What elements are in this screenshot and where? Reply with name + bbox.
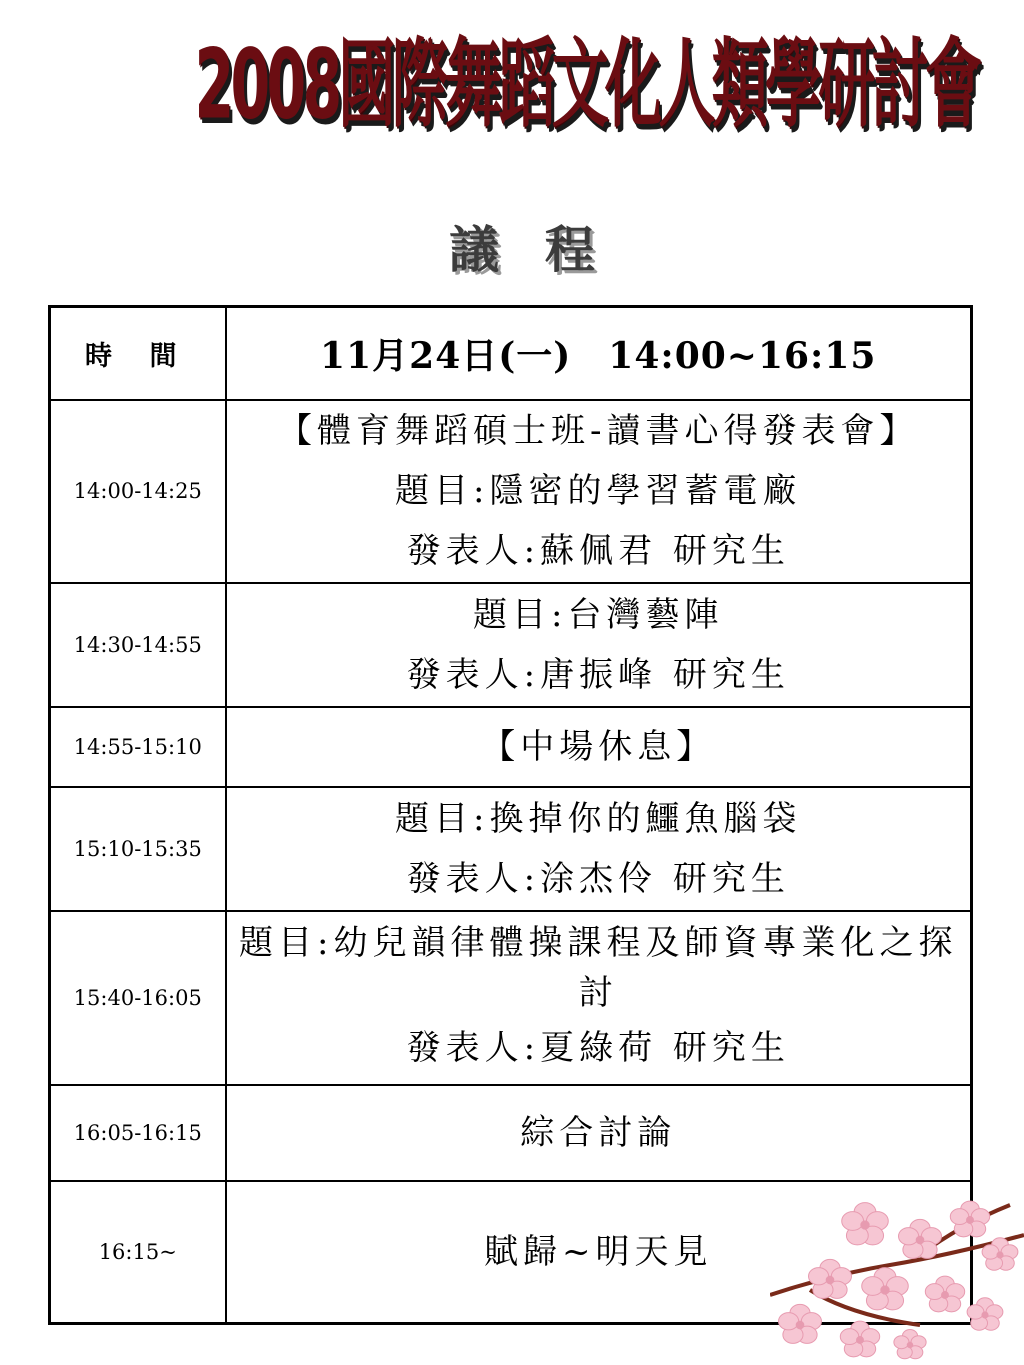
blossom-flower [842, 1203, 889, 1245]
session-line: 【中場休息】 [481, 726, 716, 767]
table-row [50, 707, 972, 787]
session-line: 發表人:夏綠荷 研究生 [406, 1027, 790, 1068]
session-time: 14:30-14:55 [50, 583, 226, 707]
table-header-row [50, 307, 972, 400]
date-column-header: 11月24日(一) 14:00~16:15 [226, 307, 972, 400]
blossom-flowers [779, 1201, 1018, 1359]
blossom-flower [967, 1298, 1003, 1330]
session-content [226, 787, 972, 911]
cherry-blossom-icon [770, 1195, 1024, 1365]
session-time: 15:40-16:05 [50, 911, 226, 1085]
blossom-flower [899, 1219, 942, 1258]
session-line: 題目:台灣藝陣 [473, 594, 724, 635]
table-row [50, 911, 972, 1085]
blossom-flower [925, 1276, 964, 1312]
session-line: 賦歸~明天見 [484, 1231, 713, 1272]
session-line: 發表人:唐振峰 研究生 [406, 654, 790, 695]
session-time: 16:15~ [50, 1181, 226, 1324]
session-content [226, 583, 972, 707]
session-line: 【體育舞蹈碩士班-讀書心得發表會】 [278, 411, 919, 451]
table-row [50, 583, 972, 707]
time-column-header: 時 間 [50, 307, 226, 400]
session-line: 發表人:涂杰伶 研究生 [406, 858, 790, 899]
blossom-flower [809, 1259, 852, 1298]
session-content [226, 400, 972, 583]
session-time: 14:55-15:10 [50, 707, 226, 787]
blossom-flower [840, 1321, 879, 1357]
blossom-flower [950, 1201, 989, 1237]
table-row [50, 400, 972, 583]
session-content [226, 707, 972, 787]
session-time: 15:10-15:35 [50, 787, 226, 911]
table-row [50, 1085, 972, 1181]
agenda-table [48, 305, 973, 1325]
blossom-flower [779, 1304, 822, 1343]
blossom-flower [894, 1330, 926, 1359]
blossom-flower [862, 1268, 909, 1310]
agenda-subtitle: 議 程 [449, 221, 609, 279]
session-content [226, 911, 972, 1085]
session-content [226, 1085, 972, 1181]
session-line: 題目:換掉你的鱷魚腦袋 [395, 798, 802, 839]
session-time: 14:00-14:25 [50, 400, 226, 583]
session-line: 發表人:蘇佩君 研究生 [406, 531, 790, 571]
session-time: 16:05-16:15 [50, 1085, 226, 1181]
session-line: 綜合討論 [520, 1112, 677, 1153]
page-title: 2008國際舞蹈文化人類學研討會 [194, 28, 979, 141]
table-row [50, 787, 972, 911]
session-line: 題目:幼兒韻律體操課程及師資專業化之探討 [239, 922, 958, 1013]
session-line: 題目:隱密的學習蓄電廠 [395, 471, 802, 511]
